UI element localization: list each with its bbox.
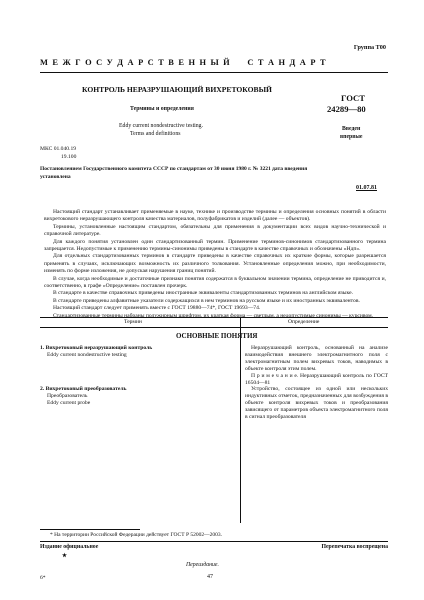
intro-paragraph: Настоящий стандарт следует применять вместе с ГОСТ 19880—74*, ГОСТ 19693—74. xyxy=(53,305,261,312)
gost-label: ГОСТ xyxy=(341,93,365,103)
introduced-label-2: впервые xyxy=(340,134,363,140)
intro-paragraph: Стандартизованные термины набраны полужирным шрифтом, их краткая форма — светлым, а недопустимые синонимы — курсивом. xyxy=(53,312,374,319)
document-subtitle: Термины и определения xyxy=(130,106,194,112)
document-title: КОНТРОЛЬ НЕРАЗРУШАЮЩИЙ ВИХРЕТОКОВЫЙ xyxy=(82,85,272,94)
reprint-label: Переиздание. xyxy=(186,562,219,568)
term-2-name: 2. Вихретоковый преобразователь xyxy=(40,386,127,392)
term-1-english: Eddy current nondestructive testing xyxy=(47,352,127,358)
introduced-label-1: Введен xyxy=(342,126,361,132)
reprint-forbidden: Перепечатка воспрещена xyxy=(321,544,388,550)
page-number: 47 xyxy=(207,574,213,580)
footnote-rule xyxy=(40,529,140,530)
table-header xyxy=(40,317,388,328)
definition-2 xyxy=(245,386,388,421)
footer-rule xyxy=(40,541,388,542)
term-2 xyxy=(40,386,126,407)
official-edition: Издание официальное xyxy=(40,544,99,550)
intro-text xyxy=(44,209,386,320)
standard-type: М Е Ж Г О С У Д А Р С Т В Е Н Н Ы Й С Т А Н Д А Р Т xyxy=(40,58,327,67)
intro-paragraph: Для каждого понятия установлен один стандартизованный термин. Применение терминов-синонимов стандартизованного термина запрещается. Недопустимые к применению термины-синонимы приведены в стандарте в качестве справочных и обозначены «Ндп». xyxy=(44,238,386,253)
intro-paragraph: В стандарте в качестве справочных приведены иностранные эквиваленты стандартизованных терминов на английском языке. xyxy=(53,290,353,297)
footnote: * На территории Российской Федерации действует ГОСТ Р 52002—2003. xyxy=(50,532,223,538)
term-2-short: Преобразователь xyxy=(47,393,88,399)
section-title: ОСНОВНЫЕ ПОНЯТИЯ xyxy=(176,332,258,340)
title-english-line2: Terms and definitions xyxy=(130,131,181,137)
definition-1-text: Неразрушающий контроль, основанный на анализе взаимодействия внешнего электромагнитного поля с электромагнитным полем вихревых токов, наводимых в объекте контроля этим полем. xyxy=(245,345,388,372)
decree-text-2: установлена xyxy=(40,174,71,180)
intro-paragraph: В случае, когда необходимые и достаточные признаки понятия содержатся в буквальном значении термина, определение не приводится и, соответственно, в графе «Определение» поставлен прочерк. xyxy=(44,275,386,290)
term-1 xyxy=(40,345,152,359)
mks-code-2: 19.100 xyxy=(61,154,77,160)
decree-date: 01.07.81 xyxy=(356,185,377,191)
term-1-name: 1. Вихретоковый неразрушающий контроль xyxy=(40,345,153,351)
sheet-mark: 6* xyxy=(40,575,46,581)
decree-text-1: Постановлением Государственного комитета СССР по стандартам от 30 июня 1980 г. № 3221 дата введения xyxy=(40,166,308,172)
star-mark: ★ xyxy=(62,553,67,559)
mks-code-1: МКС 01.040.19 xyxy=(40,146,77,152)
gost-number: 24289—80 xyxy=(327,104,366,114)
intro-paragraph: Для отдельных стандартизованных терминов в стандарте приведены в качестве справочных их краткие формы, которые разрешается применять в случаях, исключающих возможность их различного толкования. Установленные определения можно, при необходимости, изменять по форме изложения, не допуская нарушения границ понятий. xyxy=(44,253,386,275)
table-column-divider xyxy=(240,317,241,523)
definition-1 xyxy=(245,345,388,387)
term-2-english: Eddy current probe xyxy=(47,400,91,406)
intro-paragraph: Настоящий стандарт устанавливает применяемые в науке, технике и производстве термины и определения основных понятий в области вихретокового неразрушающего контроля качества материалов, полуфабрикатов и изделий (далее — объектов). xyxy=(44,209,386,223)
header-rule xyxy=(40,72,388,73)
definition-1-note: П р и м е ч а н и е. Неразрушающий контроль по ГОСТ 16504—81 xyxy=(245,373,388,386)
intro-paragraph: В стандарте приведены алфавитные указатели содержащихся в нем терминов на русском языке и их иностранных эквивалентов. xyxy=(53,297,360,304)
group-code: Группа Т00 xyxy=(353,44,386,51)
intro-paragraph: Термины, установленные настоящим стандартом, обязательны для применения в документации всех видов научно-технической и справочной литературе. xyxy=(44,223,386,238)
definition-2-text: Устройство, состоящее из одной или нескольких индуктивных отметок, предназначенных для возбуждения в объекте контроля вихревых токов и преобразования зависящего от параметров объекта электромагнитного поля в сигнал преобразователя xyxy=(245,386,388,420)
table-header-term: Термин xyxy=(124,319,142,325)
title-english-line1: Eddy current nondestructive testing. xyxy=(119,123,204,129)
table-header-definition: Определение xyxy=(288,319,320,325)
